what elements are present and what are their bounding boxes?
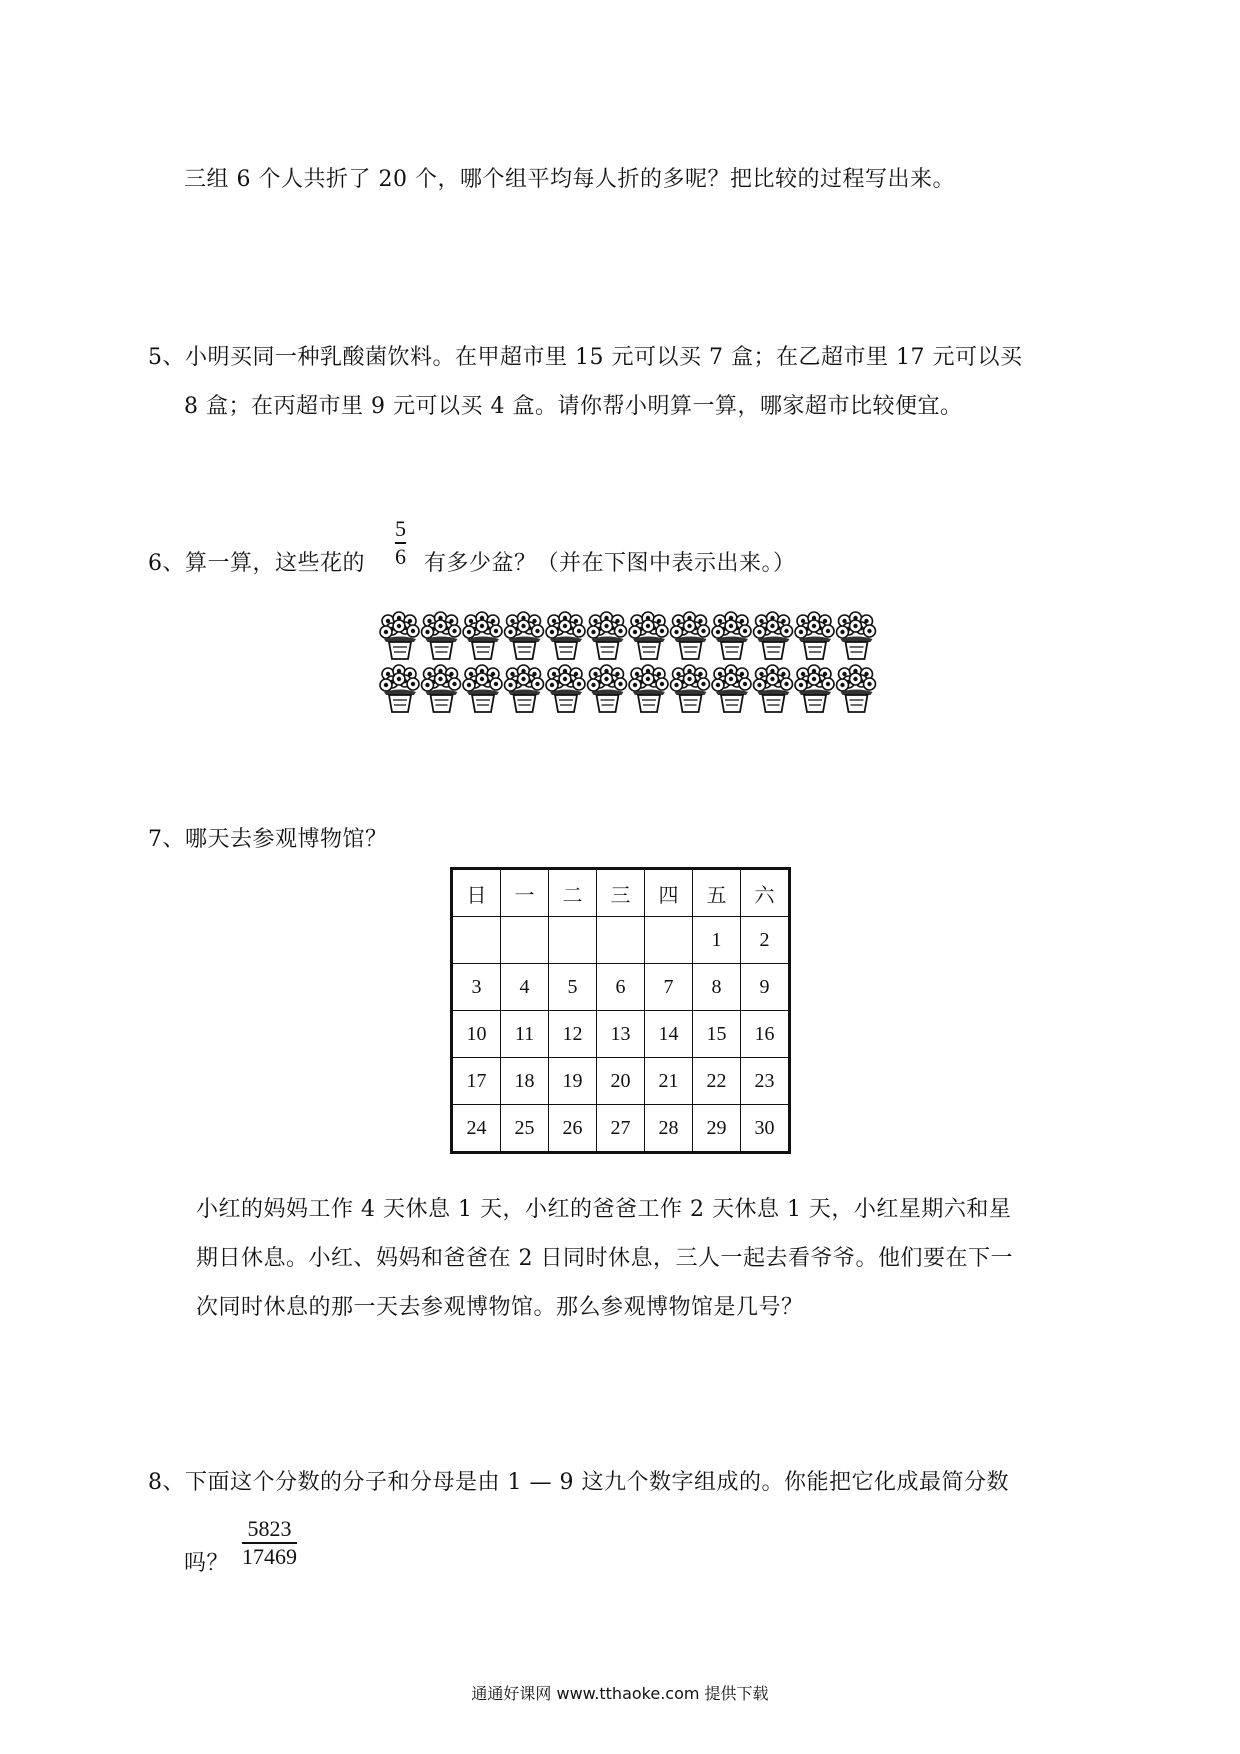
flower-pot-icon — [422, 612, 461, 659]
calendar-cell: 20 — [597, 1058, 645, 1105]
fraction-numerator: 5823 — [247, 1516, 292, 1541]
question-5-line-2: 8 盒；在丙超市里 9 元可以买 4 盒。请你帮小明算一算，哪家超市比较便宜。 — [184, 394, 963, 419]
question-8-line-1: 8、下面这个分数的分子和分母是由 1 — 9 这九个数字组成的。你能把它化成最简分数 — [148, 1470, 1009, 1495]
calendar-row — [452, 964, 790, 1011]
question-7-title: 7、哪天去参观博物馆？ — [148, 827, 388, 852]
calendar-cell: 24 — [452, 1105, 501, 1153]
calendar-cell: 5 — [549, 964, 597, 1011]
calendar-row — [452, 1058, 790, 1105]
fraction-denominator: 17469 — [242, 1544, 297, 1569]
flower-pot-icon — [629, 612, 668, 659]
calendar-cell: 6 — [597, 964, 645, 1011]
calendar-row — [452, 917, 790, 964]
calendar-cell: 29 — [693, 1105, 741, 1153]
flower-pot-icon — [837, 665, 876, 712]
calendar-table — [450, 867, 791, 1154]
flower-pot-icon — [546, 665, 585, 712]
calendar-cell: 7 — [645, 964, 693, 1011]
calendar-header: 六 — [741, 869, 790, 917]
question-6-prefix: 6、算一算，这些花的 — [148, 551, 365, 576]
flower-pot-icon — [837, 612, 876, 659]
flower-pot-icon — [795, 665, 834, 712]
calendar-cell: 27 — [597, 1105, 645, 1153]
calendar-cell: 30 — [741, 1105, 790, 1153]
calendar-cell — [501, 917, 549, 964]
text-line: 三组 6 个人共折了 20 个，哪个组平均每人折的多呢？把比较的过程写出来。 — [184, 167, 955, 192]
calendar-cell: 22 — [693, 1058, 741, 1105]
calendar-cell: 28 — [645, 1105, 693, 1153]
question-7-paragraph-line-3: 次同时休息的那一天去参观博物馆。那么参观博物馆是几号？ — [196, 1295, 804, 1320]
flower-pot-icon — [754, 612, 793, 659]
flower-pot-icon — [505, 612, 544, 659]
calendar-cell — [597, 917, 645, 964]
calendar-cell: 14 — [645, 1011, 693, 1058]
calendar-cell: 17 — [452, 1058, 501, 1105]
flower-pot-icon — [588, 612, 627, 659]
fraction-5823-over-17469 — [242, 1516, 297, 1570]
calendar-cell: 3 — [452, 964, 501, 1011]
flower-pot-icon — [712, 612, 751, 659]
flower-pot-icon — [588, 665, 627, 712]
calendar-cell: 9 — [741, 964, 790, 1011]
question-6-suffix: 有多少盆？（并在下图中表示出来。） — [424, 551, 796, 576]
calendar-row — [452, 1105, 790, 1153]
calendar-cell: 19 — [549, 1058, 597, 1105]
calendar-cell: 15 — [693, 1011, 741, 1058]
question-7-paragraph-line-1: 小红的妈妈工作 4 天休息 1 天，小红的爸爸工作 2 天休息 1 天，小红星期六和星 — [196, 1197, 1012, 1222]
flower-pot-icon — [546, 612, 585, 659]
calendar-header: 二 — [549, 869, 597, 917]
calendar-cell: 26 — [549, 1105, 597, 1153]
footer-credit: 通通好课网 www.tthaoke.com 提供下载 — [471, 1684, 769, 1703]
calendar-cell: 25 — [501, 1105, 549, 1153]
calendar-row — [452, 1011, 790, 1058]
fraction-numerator: 5 — [395, 516, 406, 541]
flower-pot-icon — [671, 665, 710, 712]
flower-pot-icon — [505, 665, 544, 712]
calendar-cell: 12 — [549, 1011, 597, 1058]
calendar-cell: 4 — [501, 964, 549, 1011]
question-7-paragraph-line-2: 期日休息。小红、妈妈和爸爸在 2 日同时休息，三人一起去看爷爷。他们要在下一 — [196, 1246, 1013, 1271]
fraction-denominator: 6 — [395, 544, 406, 569]
calendar-cell: 2 — [741, 917, 790, 964]
fraction-five-sixths — [395, 516, 406, 570]
calendar-cell: 18 — [501, 1058, 549, 1105]
flower-pots-svg — [378, 610, 878, 716]
calendar-cell: 16 — [741, 1011, 790, 1058]
calendar-cell: 8 — [693, 964, 741, 1011]
calendar-header-row — [452, 869, 790, 917]
calendar-header: 四 — [645, 869, 693, 917]
flower-pot-icon — [380, 612, 419, 659]
flower-pot-icon — [422, 665, 461, 712]
flower-pots-illustration — [378, 610, 878, 716]
calendar-header: 日 — [452, 869, 501, 917]
calendar-cell: 21 — [645, 1058, 693, 1105]
calendar-header: 一 — [501, 869, 549, 917]
question-5-line-1: 5、小明买同一种乳酸菌饮料。在甲超市里 15 元可以买 7 盒；在乙超市里 17 元可以买 — [148, 345, 1023, 370]
question-8-line-2: 吗？ — [184, 1551, 230, 1576]
calendar-cell: 13 — [597, 1011, 645, 1058]
calendar-cell: 23 — [741, 1058, 790, 1105]
flower-pot-icon — [671, 612, 710, 659]
flower-pot-icon — [795, 612, 834, 659]
calendar-cell — [549, 917, 597, 964]
flower-pot-icon — [629, 665, 668, 712]
calendar-cell — [645, 917, 693, 964]
calendar-cell — [452, 917, 501, 964]
flower-pot-icon — [712, 665, 751, 712]
calendar-header: 五 — [693, 869, 741, 917]
calendar-cell: 10 — [452, 1011, 501, 1058]
calendar-cell: 1 — [693, 917, 741, 964]
calendar-header: 三 — [597, 869, 645, 917]
flower-pot-icon — [754, 665, 793, 712]
flower-pot-icon — [463, 612, 502, 659]
flower-pot-icon — [380, 665, 419, 712]
flower-pot-icon — [463, 665, 502, 712]
calendar-cell: 11 — [501, 1011, 549, 1058]
